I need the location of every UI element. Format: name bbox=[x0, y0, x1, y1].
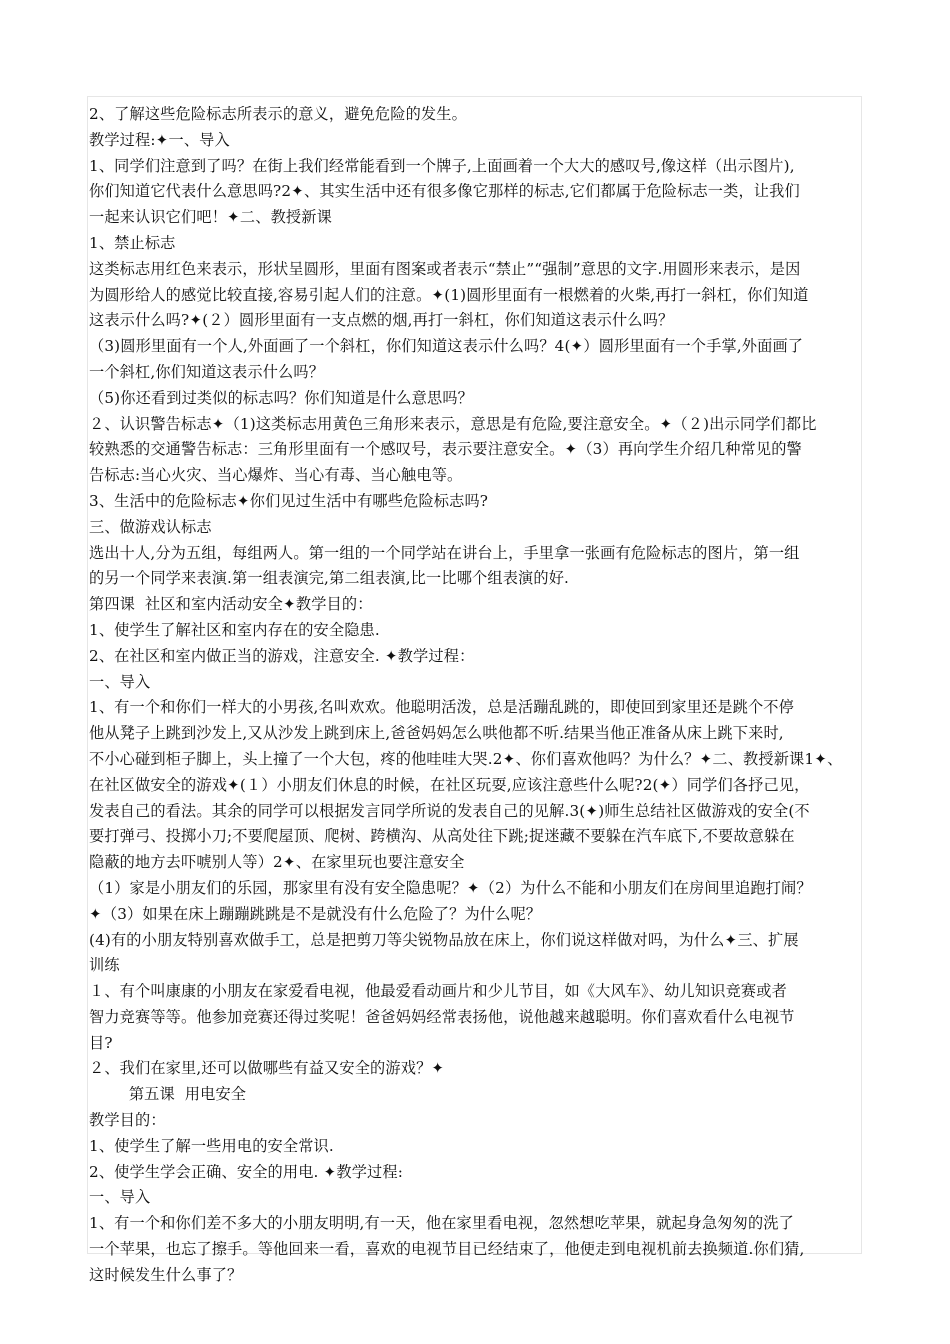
text-line: 1、有一个和你们差不多大的小朋友明明,有一天，他在家里看电视，忽然想吃苹果，就起身急匆匆的洗了 bbox=[89, 1214, 794, 1233]
text-line: 3、生活中的危险标志✦你们见过生活中有哪些危险标志吗? bbox=[89, 491, 489, 510]
text-line: 一个苹果，也忘了擦手。等他回来一看，喜欢的电视节目已经结束了，他便走到电视机前去换频道.你们猜, bbox=[89, 1240, 805, 1259]
text-line: ２、认识警告标志✦（1)这类标志用黄色三角形来表示，意思是有危险,要注意安全。✦（２)出示同学们都比 bbox=[89, 414, 817, 433]
text-line: 一个斜杠,你们知道这表示什么吗？ bbox=[89, 362, 325, 381]
text-line: 不小心碰到柜子脚上，头上撞了一个大包，疼的他哇哇大哭.2✦、你们喜欢他吗？为什么？✦二、教授新课1✦、 bbox=[89, 749, 843, 768]
text-line: 这时候发生什么事了？ bbox=[89, 1265, 243, 1284]
text-line: 这类标志用红色来表示，形状呈圆形，里面有图案或者表示“禁止”“强制”意思的文字.用圆形来表示，是因 bbox=[89, 259, 801, 278]
text-line: 要打弹弓、投掷小刀;不要爬屋顶、爬树、跨横沟、从高处往下跳;捉迷藏不要躲在汽车底下,不要故意躲在 bbox=[89, 827, 795, 846]
text-line: ２、我们在家里,还可以做哪些有益又安全的游戏？✦ bbox=[89, 1059, 445, 1078]
text-line: 一起来认识它们吧！✦二、教授新课 bbox=[89, 208, 332, 227]
text-line: 智力竞赛等等。他参加竞赛还得过奖呢！爸爸妈妈经常表扬他，说他越来越聪明。你们喜欢看什么电视节 bbox=[89, 1007, 795, 1026]
text-line: （5)你还看到过类似的标志吗？你们知道是什么意思吗？ bbox=[89, 388, 473, 407]
text-line: 2、使学生学会正确、安全的用电. ✦教学过程: bbox=[89, 1162, 403, 1181]
text-line: 教学目的： bbox=[89, 1111, 166, 1130]
text-line: 发表自己的看法。其余的同学可以根据发言同学所说的发表自己的见解.3(✦)师生总结社区做游戏的安全(不 bbox=[89, 801, 810, 820]
text-line: 2、在社区和室内做正当的游戏，注意安全. ✦教学过程： bbox=[89, 646, 475, 665]
text-line: 较熟悉的交通警告标志：三角形里面有一个感叹号，表示要注意安全。✦（3）再向学生介绍几种常见的警 bbox=[89, 440, 802, 459]
text-line: 第五课 用电安全 bbox=[89, 1085, 247, 1104]
text-line: 教学过程:✦一、导入 bbox=[89, 130, 230, 149]
text-line: 1、使学生了解社区和室内存在的安全隐患. bbox=[89, 620, 380, 639]
text-line: (4)有的小朋友特别喜欢做手工，总是把剪刀等尖锐物品放在床上，你们说这样做对吗，为什么✦三、扩展 bbox=[89, 930, 799, 949]
text-line: 选出十人,分为五组，每组两人。第一组的一个同学站在讲台上，手里拿一张画有危险标志的图片，第一组 bbox=[89, 543, 800, 562]
text-line: ✦（3）如果在床上蹦蹦跳跳是不是就没有什么危险了？为什么呢？ bbox=[89, 904, 542, 923]
text-line: 的另一个同学来表演.第一组表演完,第二组表演,比一比哪个组表演的好. bbox=[89, 569, 570, 588]
text-line: 训练 bbox=[89, 956, 120, 975]
text-line: （3)圆形里面有一个人,外面画了一个斜杠，你们知道这表示什么吗？4(✦）圆形里面有一个手掌,外面画了 bbox=[89, 337, 804, 356]
text-line: 隐蔽的地方去吓唬别人等）2✦、在家里玩也要注意安全 bbox=[89, 853, 465, 872]
text-line: 你们知道它代表什么意思吗?2✦、其实生活中还有很多像它那样的标志,它们都属于危险标志一类，让我们 bbox=[89, 182, 800, 201]
text-line: 2、了解这些危险标志所表示的意义，避免危险的发生。 bbox=[89, 105, 467, 123]
text-line: 1、使学生了解一些用电的安全常识. bbox=[89, 1136, 334, 1155]
text-line: （1）家是小朋友们的乐园，那家里有没有安全隐患呢？✦（2）为什么不能和小朋友们在房间里追跑打闹？ bbox=[89, 878, 812, 897]
text-line: 第四课 社区和室内活动安全✦教学目的： bbox=[89, 595, 373, 614]
text-line: 为圆形给人的感觉比较直接,容易引起人们的注意。✦(1)圆形里面有一根燃着的火柴,再打一斜杠，你们知道 bbox=[89, 285, 809, 304]
text-line: １、有个叫康康的小朋友在家爱看电视，他最爱看动画片和少儿节目，如《大风车》、幼儿知识竞赛或者 bbox=[89, 982, 787, 1001]
text-line: 他从凳子上跳到沙发上,又从沙发上跳到床上,爸爸妈妈怎么哄他都不听.结果当他正准备从床上跳下来时, bbox=[89, 724, 784, 743]
text-line: 告标志:当心火灾、当心爆炸、当心有毒、当心触电等。 bbox=[89, 466, 463, 485]
document-body bbox=[89, 102, 861, 1289]
text-line: 1、禁止标志 bbox=[89, 233, 176, 252]
text-line: 这表示什么吗?✦(２）圆形里面有一支点燃的烟,再打一斜杠，你们知道这表示什么吗？ bbox=[89, 311, 674, 330]
text-line: 一、导入 bbox=[89, 1188, 151, 1207]
text-line: 一、导入 bbox=[89, 672, 151, 691]
text-line: 1、同学们注意到了吗？在街上我们经常能看到一个牌子,上面画着一个大大的感叹号,像这样（出示图片), bbox=[89, 156, 795, 175]
text-line: 在社区做安全的游戏✦(１）小朋友们休息的时候，在社区玩耍,应该注意些什么呢?2(✦）同学们各抒己见， bbox=[89, 775, 810, 794]
text-line: 目? bbox=[89, 1033, 113, 1052]
text-line: 1、有一个和你们一样大的小男孩,名叫欢欢。他聪明活泼，总是活蹦乱跳的，即使回到家里还是跳个不停 bbox=[89, 698, 794, 717]
text-line: 三、做游戏认标志 bbox=[89, 517, 212, 536]
